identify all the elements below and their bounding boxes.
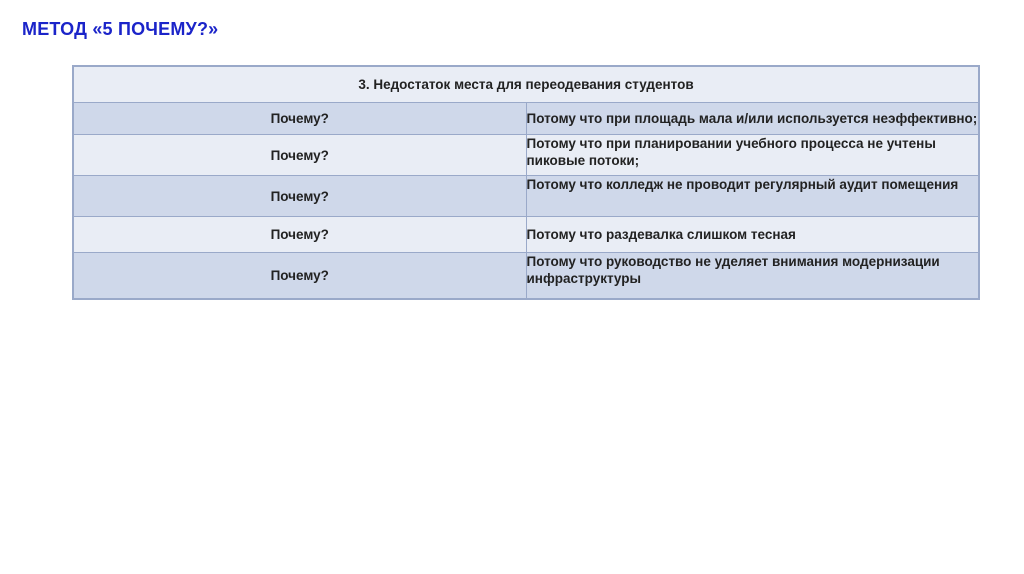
answer-cell: Потому что раздевалка слишком тесная (526, 217, 979, 253)
question-cell: Почему? (73, 176, 526, 217)
table-row (73, 253, 979, 300)
answer-cell: Потому что колледж не проводит регулярный аудит помещения (526, 176, 979, 217)
table-header: 3. Недостаток места для переодевания студентов (73, 66, 979, 103)
table-row (73, 176, 979, 217)
table-header-row (73, 66, 979, 103)
slide-title: МЕТОД «5 ПОЧЕМУ?» (22, 19, 219, 39)
table-row (73, 217, 979, 253)
answer-cell: Потому что руководство не уделяет внимания модернизации инфраструктуры (526, 253, 979, 300)
table-row (73, 103, 979, 135)
table-row (73, 135, 979, 176)
question-cell: Почему? (73, 217, 526, 253)
answer-cell: Потому что при планировании учебного процесса не учтены пиковые потоки; (526, 135, 979, 176)
question-cell: Почему? (73, 103, 526, 135)
five-whys-table (72, 65, 980, 300)
answer-cell: Потому что при площадь мала и/или используется неэффективно; (526, 103, 979, 135)
question-cell: Почему? (73, 135, 526, 176)
question-cell: Почему? (73, 253, 526, 300)
